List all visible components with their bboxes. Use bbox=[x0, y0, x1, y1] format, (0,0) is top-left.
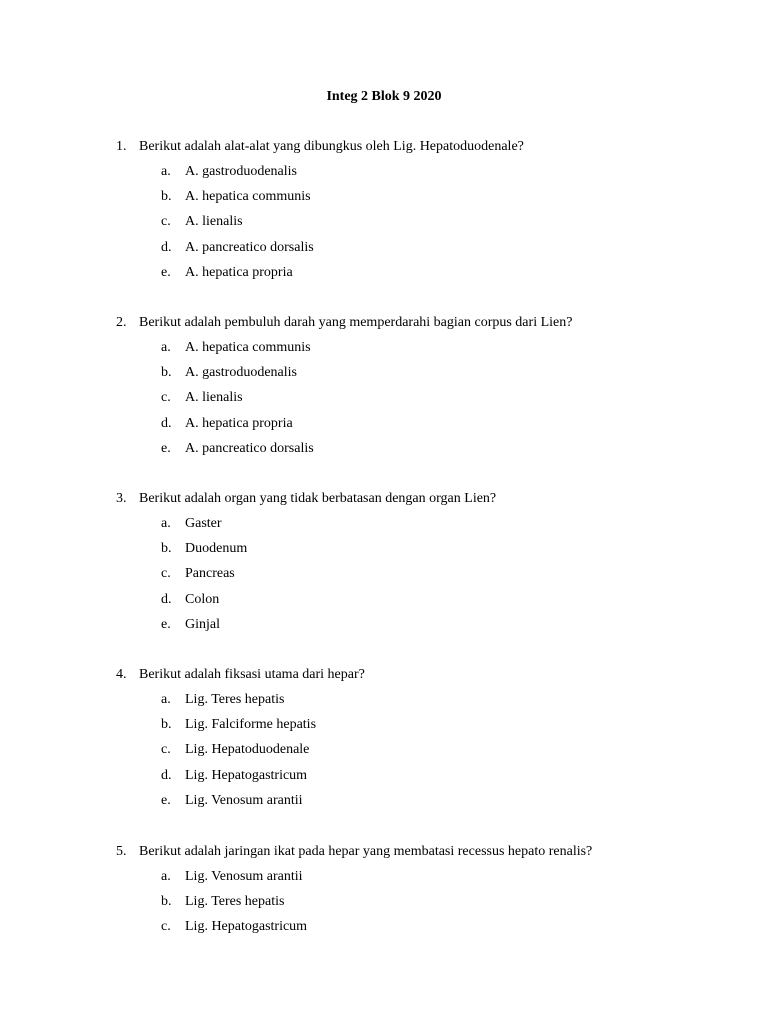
question-2 bbox=[0, 314, 768, 465]
answer-option bbox=[0, 868, 768, 893]
option-letter: a. bbox=[161, 869, 171, 884]
option-text: A. pancreatico dorsalis bbox=[185, 440, 314, 456]
option-text: Lig. Venosum arantii bbox=[185, 792, 303, 808]
option-letter: d. bbox=[161, 415, 172, 431]
option-text: A. hepatica communis bbox=[185, 189, 311, 205]
answer-option bbox=[0, 792, 768, 817]
option-letter: a. bbox=[161, 692, 171, 707]
option-text: Lig. Falciforme hepatis bbox=[185, 717, 317, 733]
answer-option bbox=[0, 918, 768, 943]
question-number: 4. bbox=[116, 667, 127, 682]
option-text: Lig. Hepatogastricum bbox=[185, 767, 308, 783]
option-text: Lig. Teres hepatis bbox=[185, 894, 285, 910]
option-text: A. lienalis bbox=[185, 214, 243, 230]
option-letter: d. bbox=[161, 591, 172, 607]
option-letter: c. bbox=[161, 919, 171, 935]
question-5 bbox=[0, 843, 768, 944]
document-title: Integ 2 Blok 9 2020 bbox=[326, 89, 442, 104]
answer-option bbox=[0, 515, 768, 540]
option-letter: b. bbox=[161, 189, 172, 205]
option-letter: c. bbox=[161, 742, 171, 758]
answer-option bbox=[0, 264, 768, 289]
question-line bbox=[0, 138, 768, 163]
answer-option bbox=[0, 716, 768, 741]
option-text: A. gastroduodenalis bbox=[185, 365, 297, 381]
question-text: Berikut adalah pembuluh darah yang memperdarahi bagian corpus dari Lien? bbox=[139, 315, 573, 330]
question-3 bbox=[0, 490, 768, 641]
question-line bbox=[0, 314, 768, 339]
option-letter: b. bbox=[161, 365, 172, 381]
option-letter: b. bbox=[161, 541, 172, 557]
answer-option bbox=[0, 691, 768, 716]
option-text: A. lienalis bbox=[185, 390, 243, 406]
option-letter: d. bbox=[161, 239, 172, 255]
option-text: Lig. Hepatogastricum bbox=[185, 919, 308, 935]
question-line bbox=[0, 666, 768, 691]
option-letter: a. bbox=[161, 164, 171, 179]
answer-option bbox=[0, 213, 768, 238]
option-letter: d. bbox=[161, 767, 172, 783]
option-letter: e. bbox=[161, 264, 171, 280]
option-text: Ginjal bbox=[185, 616, 220, 632]
option-text: A. hepatica communis bbox=[185, 340, 311, 355]
answer-option bbox=[0, 339, 768, 364]
question-1 bbox=[0, 138, 768, 289]
question-text: Berikut adalah fiksasi utama dari hepar? bbox=[139, 667, 365, 682]
question-text: Berikut adalah jaringan ikat pada hepar yang membatasi recessus hepato renalis? bbox=[139, 844, 593, 859]
option-text: Lig. Teres hepatis bbox=[185, 692, 285, 707]
question-text: Berikut adalah alat-alat yang dibungkus oleh Lig. Hepatoduodenale? bbox=[139, 139, 524, 154]
question-number: 5. bbox=[116, 844, 127, 859]
question-line bbox=[0, 843, 768, 868]
answer-option bbox=[0, 364, 768, 389]
question-number: 2. bbox=[116, 315, 127, 330]
answer-option bbox=[0, 741, 768, 766]
option-letter: a. bbox=[161, 340, 171, 355]
option-text: A. hepatica propria bbox=[185, 264, 293, 280]
option-letter: c. bbox=[161, 566, 171, 582]
option-text: Gaster bbox=[185, 516, 222, 531]
answer-option bbox=[0, 389, 768, 414]
answer-option bbox=[0, 893, 768, 918]
option-letter: b. bbox=[161, 717, 172, 733]
answer-option bbox=[0, 616, 768, 641]
option-text: A. hepatica propria bbox=[185, 415, 293, 431]
option-letter: c. bbox=[161, 390, 171, 406]
option-letter: b. bbox=[161, 894, 172, 910]
question-line bbox=[0, 490, 768, 515]
option-text: Colon bbox=[185, 591, 220, 607]
answer-option bbox=[0, 591, 768, 616]
answer-option bbox=[0, 540, 768, 565]
answer-option bbox=[0, 239, 768, 264]
answer-option bbox=[0, 188, 768, 213]
question-number: 1. bbox=[116, 139, 127, 154]
option-letter: e. bbox=[161, 440, 171, 456]
answer-option bbox=[0, 440, 768, 465]
option-letter: e. bbox=[161, 792, 171, 808]
option-text: Pancreas bbox=[185, 566, 235, 582]
option-letter: a. bbox=[161, 516, 171, 531]
answer-option bbox=[0, 565, 768, 590]
option-text: A. gastroduodenalis bbox=[185, 164, 297, 179]
question-text: Berikut adalah organ yang tidak berbatasan dengan organ Lien? bbox=[139, 491, 497, 506]
option-text: Duodenum bbox=[185, 541, 248, 557]
question-number: 3. bbox=[116, 491, 127, 506]
answer-option bbox=[0, 163, 768, 188]
answer-option bbox=[0, 767, 768, 792]
option-text: Lig. Venosum arantii bbox=[185, 869, 303, 884]
option-letter: e. bbox=[161, 616, 171, 632]
option-letter: c. bbox=[161, 214, 171, 230]
option-text: A. pancreatico dorsalis bbox=[185, 239, 314, 255]
option-text: Lig. Hepatoduodenale bbox=[185, 742, 310, 758]
answer-option bbox=[0, 415, 768, 440]
question-4 bbox=[0, 666, 768, 817]
